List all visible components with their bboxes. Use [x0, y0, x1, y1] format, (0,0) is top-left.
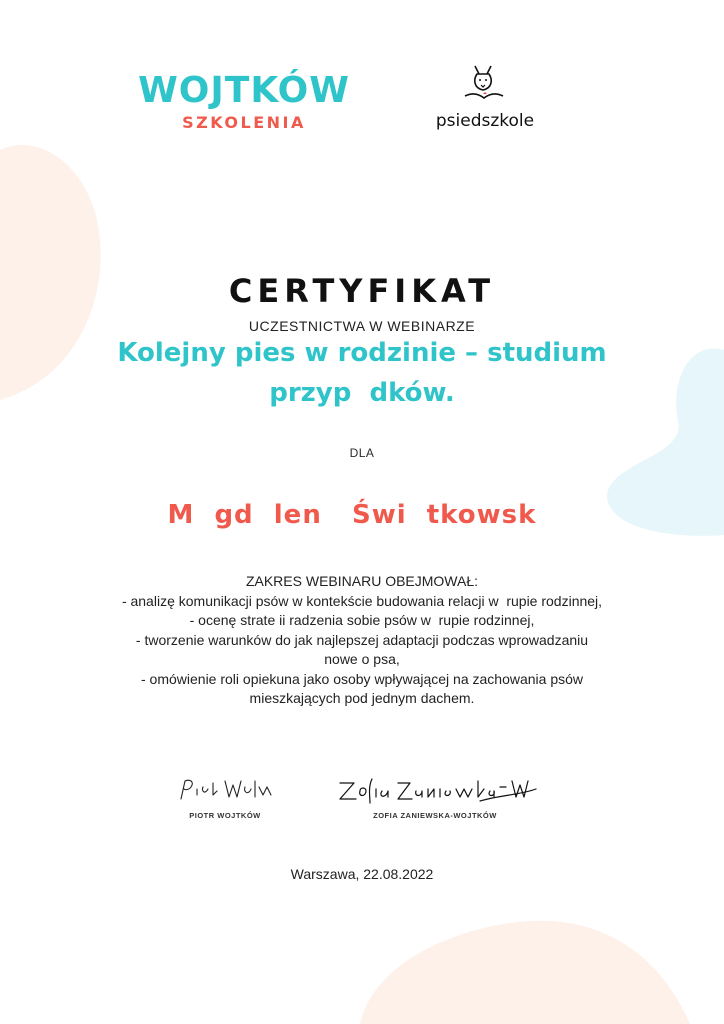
signature-name-zofia: ZOFIA ZANIEWSKA-WOJTKÓW	[373, 811, 497, 820]
logo-subtitle: SZKOLENIA	[182, 113, 306, 132]
scope-line: - ocenę strate ii radzenia sobie psów w rupie rodzinnej,	[189, 612, 535, 628]
dog-reading-book-icon	[455, 60, 515, 104]
place-and-date: Warszawa, 22.08.2022	[290, 866, 434, 882]
webinar-title-line-2: przyp dków.	[269, 378, 455, 408]
participant-name: M gd len Świ tkowsk	[167, 500, 557, 530]
wojtkow-szkolenia-logo	[124, 70, 364, 134]
scope-line: - tworzenie warunków do jak najlepszej adaptacji podczas wprowadzaniu	[135, 631, 589, 648]
logo-wordmark: WOJTKÓW	[138, 70, 350, 111]
psiedszkole-wordmark: psiedszkole	[435, 111, 535, 131]
signature-block-piotr	[160, 775, 290, 820]
certificate-title: CERTYFIKAT	[228, 272, 496, 310]
scope-line: - omówienie roli opiekuna jako osoby wpływającej na zachowania psów	[140, 670, 584, 687]
for-label: DLA	[349, 446, 375, 460]
webinar-scope	[40, 572, 684, 709]
signature-block-zofia	[320, 775, 550, 820]
webinar-title	[62, 333, 662, 413]
webinar-title-line-1: Kolejny pies w rodzinie – studium	[117, 338, 607, 368]
scope-line: nowe o psa,	[324, 651, 400, 667]
signature-piotr	[175, 775, 275, 805]
psiedszkole-logo	[430, 60, 540, 131]
peach-blob-bottom	[360, 915, 724, 1024]
scope-line: mieszkających pod jednym dachem.	[249, 690, 475, 706]
signature-name-piotr: PIOTR WOJTKÓW	[189, 811, 261, 820]
scope-line: - analizę komunikacji psów w kontekście budowania relacji w rupie rodzinnej,	[121, 592, 603, 609]
certificate-subtitle: UCZESTNICTWA W WEBINARZE	[248, 318, 476, 334]
signature-zofia	[330, 775, 540, 805]
scope-heading: ZAKRES WEBINARU OBEJMOWAŁ:	[245, 573, 479, 589]
